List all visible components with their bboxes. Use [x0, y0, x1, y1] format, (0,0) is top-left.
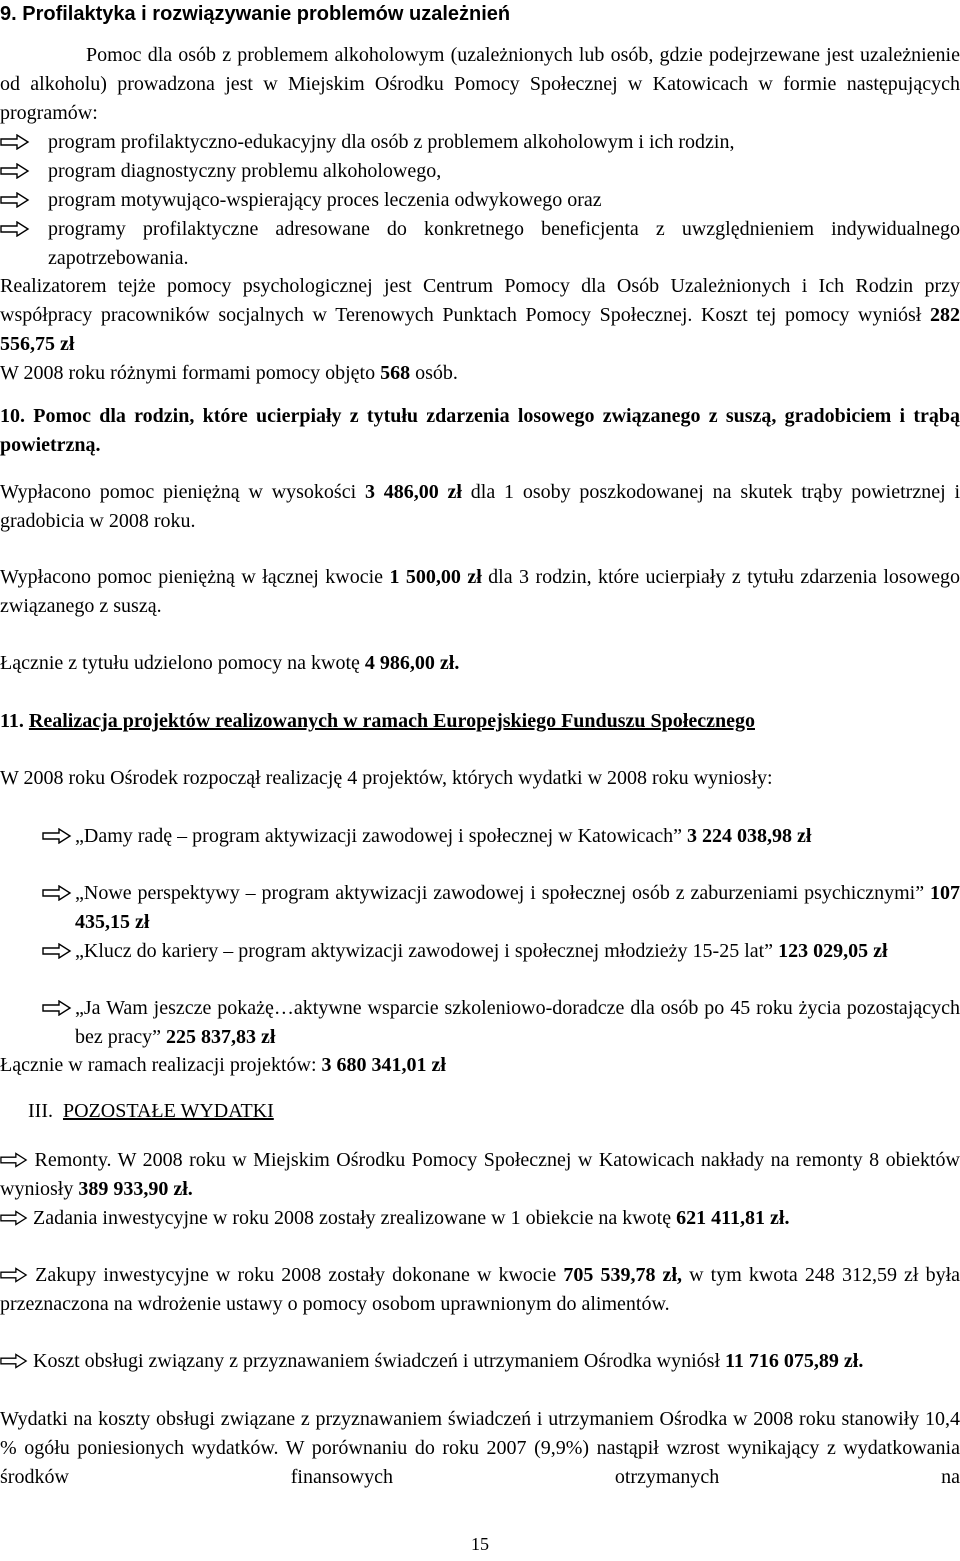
- section-10-title: 10. Pomoc dla rodzin, które ucierpiały z tytułu zdarzenia losowego związanego z suszą, gradobiciem i trąbą powietrzną.: [0, 405, 960, 456]
- arrow-right-icon: [0, 221, 30, 237]
- section-11-total: Łącznie w ramach realizacji projektów: 3 680 341,01 zł: [0, 1054, 446, 1076]
- section-9-persons: W 2008 roku różnymi formami pomocy objęto 568 osób.: [0, 362, 458, 384]
- arrow-right-icon: [0, 134, 30, 150]
- expense-koszt-obslugi: Koszt obsługi związany z przyznawaniem świadczeń i utrzymaniem Ośrodka wyniósł 11 716 075,89 zł.: [0, 1347, 960, 1376]
- arrow-right-icon: [0, 1210, 28, 1226]
- expense-inwestycje: Zadania inwestycyjne w roku 2008 zostały zrealizowane w 1 obiekcie na kwotę 621 411,81 zł.: [0, 1204, 960, 1233]
- section-11-title: 11. Realizacja projektów realizowanych w ramach Europejskiego Funduszu Społecznego: [0, 710, 755, 732]
- expense-zakupy: Zakupy inwestycyjne w roku 2008 zostały dokonane w kwocie 705 539,78 zł, w tym kwota 248 312,59 zł była przeznaczona na wdrożenie ustawy o pomocy osobom uprawnionym do alimentów.: [0, 1264, 960, 1315]
- arrow-right-icon: [42, 1000, 72, 1016]
- section-9-title: 9. Profilaktyka i rozwiązywanie problemów uzależnień: [0, 3, 511, 25]
- section-9-intro: Pomoc dla osób z problemem alkoholowym (uzależnionych lub osób, gdzie podejrzewane jest uzależnienie od alkoholu) prowadzona jest w Miejskim Ośrodku Pomocy Społecznej w Katowicach w formie następujących programów:: [0, 44, 960, 124]
- section-9-paragraph: Realizatorem tejże pomocy psychologicznej jest Centrum Pomocy dla Osób Uzależnionych i Ich Rodzin przy współpracy pracowników socjalnych w Terenowych Punktach Pomocy Społecznej. Koszt tej pomocy wyniósł 282 556,75 zł: [0, 275, 960, 355]
- section-iii-paragraph: Wydatki na koszty obsługi związane z przyznawaniem świadczeń i utrzymaniem Ośrodka w 2008 roku stanowiły 10,4 % ogółu poniesionych wydatków. W porównaniu do roku 2007 (9,9%) nastąpił wzrost wynikający z wydatkowania środków finansowych otrzymanych na: [0, 1408, 960, 1488]
- persons-count: 568: [380, 362, 411, 384]
- page-number: 15: [471, 1534, 489, 1554]
- arrow-right-icon: [42, 943, 72, 959]
- arrow-right-icon: [0, 192, 30, 208]
- section-10-paragraph-1: Wypłacono pomoc pieniężną w wysokości 3 486,00 zł dla 1 osoby poszkodowanej na skutek trąby powietrznej i gradobicia w 2008 roku.: [0, 481, 960, 532]
- section-10-total: Łącznie z tytułu udzielono pomocy na kwotę 4 986,00 zł.: [0, 652, 460, 674]
- section-iii-title: III. POZOSTAŁE WYDATKI: [28, 1100, 274, 1122]
- arrow-right-icon: [42, 885, 72, 901]
- section-10-paragraph-2: Wypłacono pomoc pieniężną w łącznej kwocie 1 500,00 zł dla 3 rodzin, które ucierpiały z tytułu zdarzenia losowego związanego z suszą.: [0, 566, 960, 617]
- arrow-right-icon: [42, 828, 72, 844]
- cost-amount: 282 556,75 zł: [0, 304, 960, 355]
- arrow-right-icon: [0, 163, 30, 179]
- expense-remonty: Remonty. W 2008 roku w Miejskim Ośrodku Pomocy Społecznej w Katowicach nakłady na remonty 8 obiektów wyniosły 389 933,90 zł.: [0, 1149, 960, 1200]
- section-11-intro: W 2008 roku Ośrodek rozpoczął realizację 4 projektów, których wydatki w 2008 roku wyniosły:: [0, 767, 773, 789]
- arrow-right-icon: [0, 1152, 28, 1168]
- arrow-right-icon: [0, 1267, 28, 1283]
- arrow-right-icon: [0, 1353, 28, 1369]
